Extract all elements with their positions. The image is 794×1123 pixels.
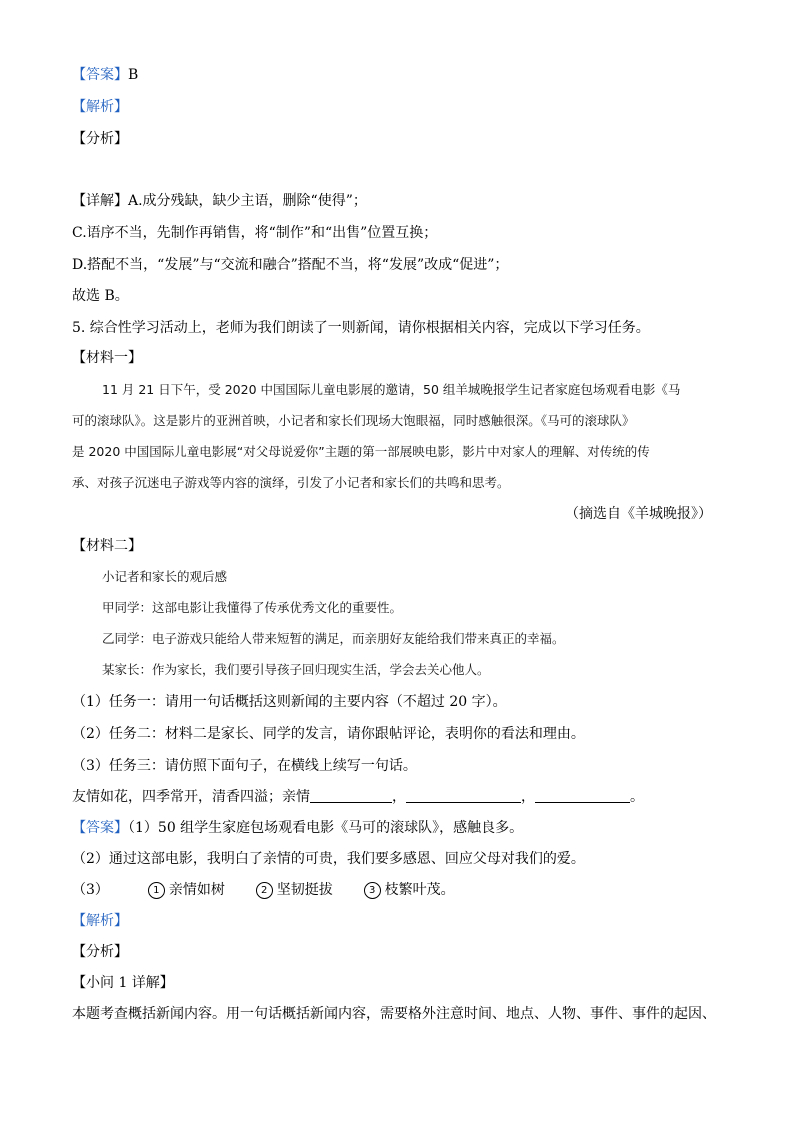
q4-answer-value: B	[128, 67, 139, 83]
answer-label-2: 【答案】	[72, 820, 128, 836]
material1-line-2: 可的滚球队》。这是影片的亚洲首映，小记者和家长们现场大饱眼福，同时感触很深。《马可的滚球队》	[72, 413, 635, 428]
example-end: 。	[630, 789, 644, 805]
material1-label: 【材料一】	[72, 350, 142, 366]
q4-detail-a	[72, 191, 722, 211]
material2-line-1: 甲同学：这部电影让我懂得了传承优秀文化的重要性。	[102, 600, 403, 615]
circled-number-1: 1	[148, 882, 165, 899]
answer-label: 【答案】	[72, 67, 128, 83]
blank-1[interactable]	[310, 788, 392, 803]
task-3: （3）任务三：请仿照下面句子，在横线上续写一句话。	[72, 758, 417, 774]
material1-line-3: 是 2020 中国国际儿童电影展“对父母说爱你”主题的第一部展映电影，影片中对家人的理解、对传统的传	[72, 444, 650, 459]
q5-analysis-label: 【解析】	[72, 913, 128, 929]
answer-1-line	[72, 818, 722, 838]
answer-3-item-2: 坚韧挺拔	[276, 882, 333, 898]
answer-3-item-1: 亲情如树	[168, 882, 225, 898]
circled-number-3: 3	[364, 882, 381, 899]
q5-fenxi-label: 【分析】	[72, 944, 128, 960]
detail-a-text: A.成分残缺，缺少主语，删除“使得”；	[128, 193, 367, 209]
material1-line-4: 承、对孩子沉迷电子游戏等内容的演绎，引发了小记者和家长们的共鸣和思考。	[72, 475, 510, 490]
answer-1: （1）50 组学生家庭包场观看电影《马可的滚球队》，感触良多。	[128, 820, 524, 836]
detail-label: 【详解】	[72, 193, 128, 209]
q4-detail-c: C.语序不当，先制作再销售，将“制作”和“出售”位置互换；	[72, 225, 438, 241]
example-sep-2: ，	[521, 789, 535, 805]
answer-3-item-3: 枝繁叶茂。	[384, 882, 455, 898]
circled-number-2: 2	[256, 882, 273, 899]
material2-line-2: 乙同学：电子游戏只能给人带来短暂的满足，而亲朋好友能给我们带来真正的幸福。	[102, 631, 565, 646]
answer-3-prefix: （3）	[72, 882, 109, 898]
q4-detail-d: D.搭配不当，“发展”与“交流和融合”搭配不当，将“发展”改成“促进”；	[72, 257, 509, 273]
example-sep-1: ，	[392, 789, 406, 805]
material2-label: 【材料二】	[72, 538, 142, 554]
blank-3[interactable]	[535, 788, 630, 803]
task-2: （2）任务二：材料二是家长、同学的发言，请你跟帖评论，表明你的看法和理由。	[72, 726, 585, 742]
task-1: （1）任务一：请用一句话概括这则新闻的主要内容（不超过 20 字）。	[72, 694, 507, 710]
sub1-detail-text: 本题考查概括新闻内容。用一句话概括新闻内容，需要格外注意时间、地点、人物、事件、事件的起因、	[72, 1006, 716, 1022]
q5-stem: 5. 综合性学习活动上，老师为我们朗读了一则新闻，请你根据相关内容，完成以下学习任务。	[72, 320, 650, 336]
q4-answer-line	[72, 65, 722, 85]
q4-conclusion: 故选 B。	[72, 288, 129, 304]
answer-3-line	[72, 880, 722, 900]
example-sentence	[72, 787, 722, 807]
blank-2[interactable]	[406, 788, 521, 803]
material1-source: （摘选自《羊城晚报》）	[565, 506, 712, 522]
material1-line-1: 11 月 21 日下午，受 2020 中国国际儿童电影展的邀请，50 组羊城晚报学生记者家庭包场观看电影《马	[102, 382, 681, 397]
answer-2: （2）通过这部电影，我明白了亲情的可贵，我们要多感恩、回应父母对我们的爱。	[72, 851, 585, 867]
q4-fenxi-label: 【分析】	[72, 131, 128, 147]
example-prefix: 友情如花，四季常开，清香四溢；亲情	[72, 789, 310, 805]
q4-analysis-label: 【解析】	[72, 99, 128, 115]
material2-line-3: 某家长：作为家长，我们要引导孩子回归现实生活，学会去关心他人。	[102, 662, 490, 677]
material2-title: 小记者和家长的观后感	[102, 569, 228, 584]
sub1-detail-label: 【小问 1 详解】	[72, 975, 174, 991]
